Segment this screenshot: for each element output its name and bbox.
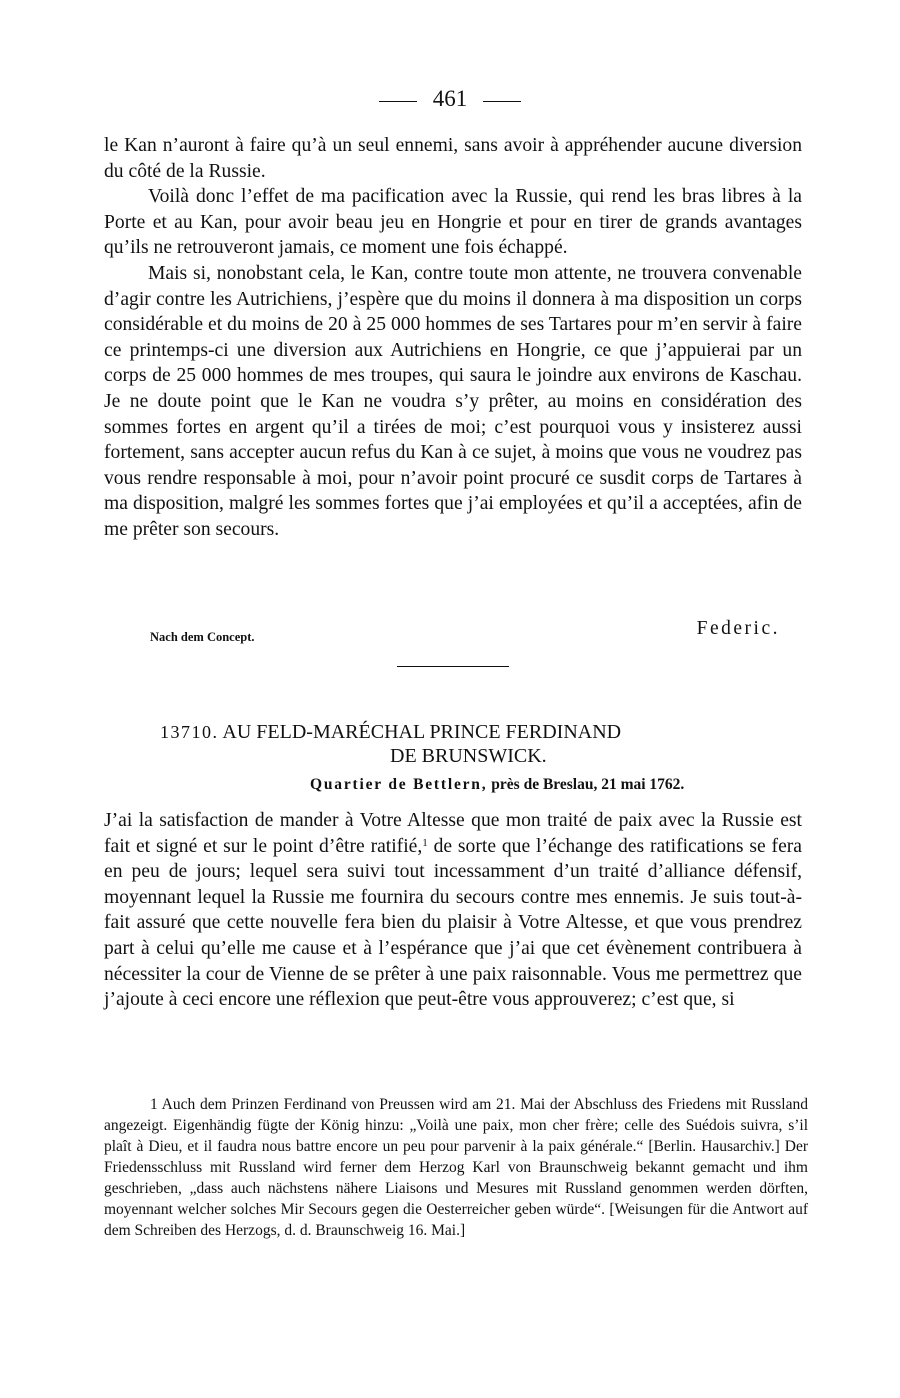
- paragraph: le Kan n’auront à faire qu’à un seul ennemi, sans avoir à appréhender aucune diversion du côté de la Russie.: [104, 135, 802, 182]
- footnote-text: Auch dem Prinzen Ferdinand von Preussen wird am 21. Mai der Abschluss des Friedens mit Russland angezeigt. Eigenhändig fügte der König hinzu: „Voilà une paix, mon cher frère; celle des Suédois suivra, s’il plaît à Dieu, et il faudra nous battre encore un peu pour parvenir à la paix générale.“ [Berlin. Hausarchiv.] Der Friedensschluss mit Russland wird ferner dem Herzog Karl von Braunschweig bekannt gemacht und ihm geschrieben, „dass auch nächstens nähere Liaisons und Mesures mit Russland genommen werden dörften, moyennant welcher solches Mir Secours gegen die Oesterreicher geben würde“. [Weisungen für die Antwort auf dem Schreiben des Herzogs, d. d. Braunschweig 16. Mai.]: [104, 1096, 808, 1239]
- letter-text-part-2: de sorte que l’échange des ratifications se fera en peu de jours; lequel sera suivi tout incessamment d’un traité d’alliance défensif, moyennant lequel la Russie me fournira du secours contre mes ennemis. Je suis tout-à-fait assuré que cette nouvelle fera bien du plaisir à Votre Altesse, et que vous prendrez part à celui qu’elle me cause et à l’espérance que j’ai que cet évènement contribuera à nécessiter la cour de Vienne de se prêter à une paix raisonnable. Vous me permettrez que j’ajoute à ceci encore une réflexion que peut-être vous approuverez; c’est que, si: [104, 835, 802, 1011]
- dateline-date: près de Breslau, 21 mai 1762.: [491, 776, 685, 793]
- page-number: 461: [432, 86, 468, 111]
- letter-paragraph: [104, 808, 802, 1013]
- signature: Federic.: [696, 618, 780, 639]
- footnotes: [104, 1094, 808, 1241]
- paragraph: Voilà donc l’effet de ma pacification avec la Russie, qui rend les bras libres à la Porte et au Kan, pour avoir beau jeu en Hongrie et pour en tirer de grands avantages qu’ils ne retrouveront jamais, ce moment une fois échappé.: [104, 186, 802, 259]
- footnote-reference: 1: [422, 836, 428, 849]
- heading-line-1: [160, 720, 760, 744]
- page-header: [0, 84, 900, 114]
- paragraph: Mais si, nonobstant cela, le Kan, contre toute mon attente, ne trouvera convenable d’agir contre les Autrichiens, j’espère que du moins il donnera à ma disposition un corps considérable et du moins de 20 à 25 000 hommes de ses Tartares pour m’en servir à faire ce printemps-ci une diversion aux Autrichiens en Hongrie, ce que j’appuierai par un corps de 25 000 hommes de mes troupes, qui saura le joindre aux environs de Kaschau. Je ne doute point que le Kan ne voudra s’y prêter, au moins en considération des sommes fortes en argent qu’il a tirées de moi; c’est pourquoi vous y insisterez aussi fortement, sans accepter aucun refus du Kan à ce sujet, à moins que vous ne voudrez pas vous rendre responsable à moi, pour n’avoir point procuré ce susdit corps de Tartares à ma disposition, malgré les sommes fortes que j’ai employées et qu’il a acceptées, afin de me prêter son secours.: [104, 262, 802, 540]
- letter-text-part-1: J’ai la satisfaction de mander à Votre Altesse que mon traité de paix avec la Russie est fait et signé et sur le point d’être ratifié,: [104, 810, 802, 857]
- footnote-marker: 1: [150, 1096, 158, 1113]
- header-dash-right: [483, 101, 521, 102]
- letter-body: [104, 808, 802, 1013]
- letter-title-continued: DE BRUNSWICK.: [390, 745, 547, 767]
- dateline: [310, 776, 684, 794]
- letter-heading: [160, 720, 760, 768]
- previous-letter-text: [104, 133, 802, 543]
- header-dash-left: [379, 101, 417, 102]
- letter-title: AU FELD-MARÉCHAL PRINCE FERDINAND: [222, 721, 622, 743]
- dateline-place: Quartier de Bettlern,: [310, 776, 488, 793]
- footnote: [104, 1094, 808, 1241]
- letter-number: 13710.: [160, 722, 219, 742]
- section-divider: [397, 666, 509, 667]
- letter-closing: [104, 618, 780, 648]
- source-note: Nach dem Concept.: [150, 630, 255, 644]
